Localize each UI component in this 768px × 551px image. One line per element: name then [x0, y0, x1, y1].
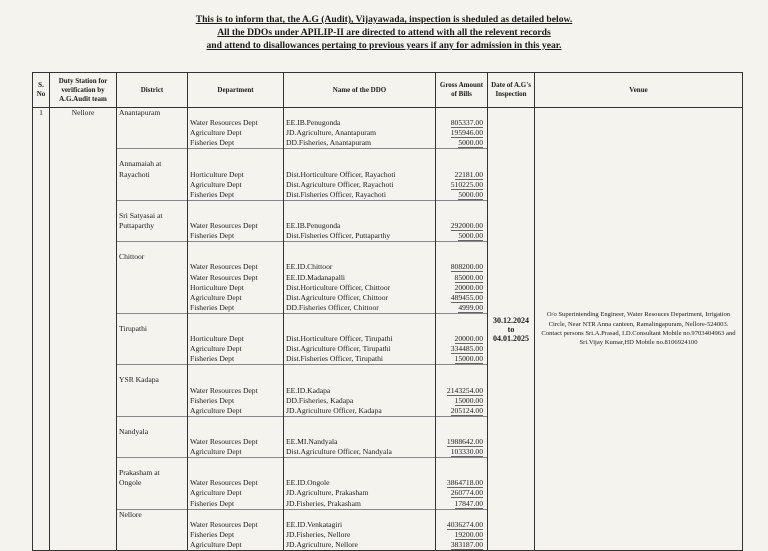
district-group: [117, 149, 187, 200]
gross-amount: 489455.00: [450, 292, 483, 302]
amount-line: [438, 221, 485, 231]
amount-line: [438, 396, 485, 406]
department-name: Fisheries Dept: [190, 231, 235, 241]
header-department: Department: [188, 73, 284, 108]
header-duty-station: Duty Station for verification by A.G.Audit team: [50, 73, 117, 108]
gross-amount: 4999.00: [458, 302, 483, 312]
dept-group: [188, 365, 283, 416]
amount-line: [438, 488, 485, 498]
department-name: Water Resources Dept: [190, 478, 258, 488]
gross-amount: 383187.00: [450, 539, 483, 549]
header-inspection-date: Date of A.G's Inspection: [488, 73, 535, 108]
department-name: Water Resources Dept: [190, 221, 258, 231]
gross-amount: 103330.00: [450, 447, 483, 457]
department-name: Agriculture Dept: [190, 128, 242, 138]
department-name: Water Resources Dept: [190, 262, 258, 272]
ddo-name: EE.ID.Ongole: [286, 478, 330, 488]
ddo-name: Dist.Fisheries Officer, Tirupathi: [286, 354, 384, 364]
gross-amount: 205124.00: [450, 405, 483, 415]
ddo-name: Dist.Horticulture Officer, Rayachoti: [286, 169, 396, 179]
ddo-name: JD.Agriculture, Anantapuram: [286, 128, 377, 138]
department-name: Horticulture Dept: [190, 282, 244, 292]
gross-amount: 195946.00: [450, 128, 483, 138]
district-name: Nandyala: [119, 426, 149, 436]
district-group: [117, 458, 187, 509]
inspection-schedule-table: [32, 72, 743, 551]
amount-line: [438, 530, 485, 540]
gross-amount: 510225.00: [450, 179, 483, 189]
amount-line: [438, 118, 485, 128]
ddo-group: [284, 242, 435, 314]
gross-amount: 17847.00: [454, 498, 483, 508]
ddo-name: EE.MI.Nandyala: [286, 437, 338, 446]
header-district: District: [117, 73, 188, 108]
dept-group: [188, 314, 283, 365]
gross-amount: 22181.00: [454, 169, 483, 179]
amount-line: [438, 303, 485, 313]
ddo-name: Dist.Agriculture Officer, Chittoor: [286, 292, 389, 302]
district-name: Annamaiah at: [119, 159, 162, 169]
dept-group: [188, 108, 283, 149]
gross-amount: 334485.00: [450, 344, 483, 354]
dept-group: [188, 149, 283, 200]
department-name: Water Resources Dept: [190, 385, 258, 395]
table-row: [33, 108, 743, 551]
amount-line: [438, 190, 485, 200]
amount-line: [438, 406, 485, 416]
dept-group: [188, 417, 283, 458]
department-name: Fisheries Dept: [190, 354, 235, 364]
district-column: [117, 108, 188, 551]
amount-column: [436, 108, 488, 551]
amount-line: [438, 180, 485, 190]
amount-line: [438, 540, 485, 550]
amount-line: [438, 273, 485, 283]
ddo-group: [284, 314, 435, 365]
department-name: Fisheries Dept: [190, 138, 235, 148]
ddo-name: DD.Fisheries, Anantapuram: [286, 138, 371, 148]
notice-line-3: and attend to disallowances pertaing to previous years if any for admission in this year.: [206, 40, 562, 51]
gross-amount: 20000.00: [454, 334, 483, 344]
gross-amount: 5000.00: [458, 138, 483, 148]
amount-line: [438, 128, 485, 138]
gross-amount: 260774.00: [450, 488, 483, 498]
gross-amount: 15000.00: [454, 354, 483, 364]
ddo-group: [284, 108, 435, 149]
department-name: Agriculture Dept: [190, 488, 242, 498]
amt-group: [436, 314, 487, 365]
ddo-name: Dist.Agriculture Officer, Tirupathi: [286, 344, 391, 354]
inspection-date-cell: [488, 108, 535, 551]
amount-line: [438, 520, 485, 530]
district-name: Tirupathi: [119, 323, 147, 333]
amount-line: [438, 293, 485, 303]
ddo-group: [284, 458, 435, 509]
ddo-name: Dist.Fisheries Officer, Puttaparthy: [286, 231, 391, 241]
header-venue: Venue: [535, 73, 743, 108]
amt-group: [436, 417, 487, 458]
department-name: Horticulture Dept: [190, 334, 244, 344]
gross-amount: 808200.00: [450, 262, 483, 272]
amount-line: [438, 231, 485, 241]
district-group: [117, 242, 187, 314]
amount-line: [438, 262, 485, 272]
amt-group: [436, 149, 487, 200]
ddo-name: JD.Agriculture, Prakasham: [286, 488, 369, 498]
gross-amount: 1988642.00: [446, 437, 483, 446]
notice-line-2: All the DDOs under APILIP-II are directed to attend with all the relevent records: [217, 27, 551, 38]
department-name: Agriculture Dept: [190, 447, 242, 457]
department-name: Agriculture Dept: [190, 292, 242, 302]
header-gross-amount: Gross Amount of Bills: [436, 73, 488, 108]
amt-group: [436, 201, 487, 242]
amount-line: [438, 386, 485, 396]
duty-station-cell: Nellore: [50, 108, 117, 551]
gross-amount: 805337.00: [450, 118, 483, 128]
amt-group: [436, 458, 487, 509]
district-group: [117, 201, 187, 242]
district-name: Nellore: [119, 509, 142, 519]
gross-amount: 85000.00: [454, 272, 483, 282]
amount-line: [438, 283, 485, 293]
district-name: YSR Kadapa: [119, 375, 159, 385]
department-name: Water Resources Dept: [190, 118, 258, 128]
sno-cell: 1: [33, 108, 50, 551]
ddo-column: [284, 108, 436, 551]
gross-amount: 5000.00: [458, 189, 483, 199]
gross-amount: 3864718.00: [446, 478, 483, 488]
department-name: Water Resources Dept: [190, 519, 258, 529]
district-name: Sri Satyasai at: [119, 210, 163, 220]
amount-line: [438, 170, 485, 180]
department-name: Agriculture Dept: [190, 179, 242, 189]
district-name: Prakasham at: [119, 468, 160, 478]
ddo-name: JD.Agriculture Officer, Kadapa: [286, 405, 382, 415]
ddo-group: [284, 201, 435, 242]
department-name: Agriculture Dept: [190, 344, 242, 354]
ddo-name: DD.Fisheries, Kadapa: [286, 395, 354, 405]
department-column: [188, 108, 284, 551]
department-name: Horticulture Dept: [190, 169, 244, 179]
district-name: Rayachoti: [119, 169, 150, 179]
amount-line: [438, 138, 485, 148]
ddo-name: EE.ID.Venkatagiri: [286, 519, 343, 529]
date-to-word: to: [507, 324, 515, 334]
amount-line: [438, 354, 485, 364]
department-name: Agriculture Dept: [190, 405, 242, 415]
header-ddo-name: Name of the DDO: [284, 73, 436, 108]
gross-amount: 4036274.00: [446, 519, 483, 529]
department-name: Agriculture Dept: [190, 539, 242, 549]
department-name: Water Resources Dept: [190, 272, 258, 282]
department-name: Water Resources Dept: [190, 437, 258, 446]
ddo-name: EE.IB.Penugonda: [286, 118, 341, 128]
department-name: Fisheries Dept: [190, 189, 235, 199]
gross-amount: 2143254.00: [446, 385, 483, 395]
gross-amount: 15000.00: [454, 395, 483, 405]
ddo-name: Dist.Agriculture Officer, Rayachoti: [286, 179, 394, 189]
amount-line: [438, 447, 485, 457]
ddo-name: JD.Agriculture, Nellore: [286, 539, 358, 549]
venue-cell: O/o Superintending Engineer, Water Resouces Department, Irrigation Circle, Near NTR Anna canteen, Ramalingapuram, Nellore-524003. Contact persons Sri.A.Prasad, I.D.Consultant Mobile no.9703404963 and Sri.Vijay Kumar,HD Mobile no.8106924100: [535, 108, 743, 551]
ddo-name: Dist.Agriculture Officer, Nandyala: [286, 447, 392, 457]
district-group: [117, 108, 187, 149]
ddo-name: EE.ID.Madanapalli: [286, 272, 346, 282]
amount-line: [438, 344, 485, 354]
department-name: Fisheries Dept: [190, 498, 235, 508]
gross-amount: 19200.00: [454, 529, 483, 539]
ddo-name: Dist.Horticulture Officer, Chittoor: [286, 282, 391, 292]
gross-amount: 5000.00: [458, 231, 483, 241]
ddo-name: EE.IB.Penugonda: [286, 221, 341, 231]
ddo-group: [284, 365, 435, 416]
district-name: Puttaparthy: [119, 221, 155, 231]
ddo-name: JD.Fisheries, Nellore: [286, 529, 351, 539]
notice-line-1: This is to inform that, the A.G (Audit), Vijayawada, inspection is sheduled as detailed below.: [195, 14, 573, 25]
district-name: Chittoor: [119, 252, 145, 262]
gross-amount: 292000.00: [450, 221, 483, 231]
table-header-row: [33, 73, 743, 108]
amount-line: [438, 437, 485, 447]
department-name: Fisheries Dept: [190, 529, 235, 539]
ddo-name: Dist.Fisheries Officer, Rayachoti: [286, 189, 386, 199]
amt-group: [436, 108, 487, 149]
date-to: 04.01.2025: [493, 333, 529, 343]
dept-group: [188, 201, 283, 242]
ddo-name: DD.Fisheries Officer, Chittoor: [286, 302, 379, 312]
amount-line: [438, 334, 485, 344]
gross-amount: 20000.00: [454, 282, 483, 292]
district-name: Ongole: [119, 478, 142, 488]
dept-group: [188, 242, 283, 314]
district-name: Anantapuram: [119, 108, 161, 117]
district-group: [117, 314, 187, 365]
amount-line: [438, 499, 485, 509]
district-group: [117, 365, 187, 416]
ddo-name: JD.Fisheries, Prakasham: [286, 498, 361, 508]
department-name: Fisheries Dept: [190, 395, 235, 405]
ddo-group: [284, 417, 435, 458]
date-from: 30.12.2024: [493, 315, 529, 325]
amt-group: [436, 365, 487, 416]
dept-group: [188, 458, 283, 509]
district-group: [117, 417, 187, 458]
header-sno: S. No: [33, 73, 50, 108]
ddo-group: [284, 149, 435, 200]
department-name: Fisheries Dept: [190, 302, 235, 312]
amount-line: [438, 478, 485, 488]
amt-group: [436, 242, 487, 314]
ddo-name: Dist.Horticulture Officer, Tirupathi: [286, 334, 393, 344]
ddo-name: EE.ID.Chittoor: [286, 262, 333, 272]
ddo-name: EE.ID.Kadapa: [286, 385, 331, 395]
